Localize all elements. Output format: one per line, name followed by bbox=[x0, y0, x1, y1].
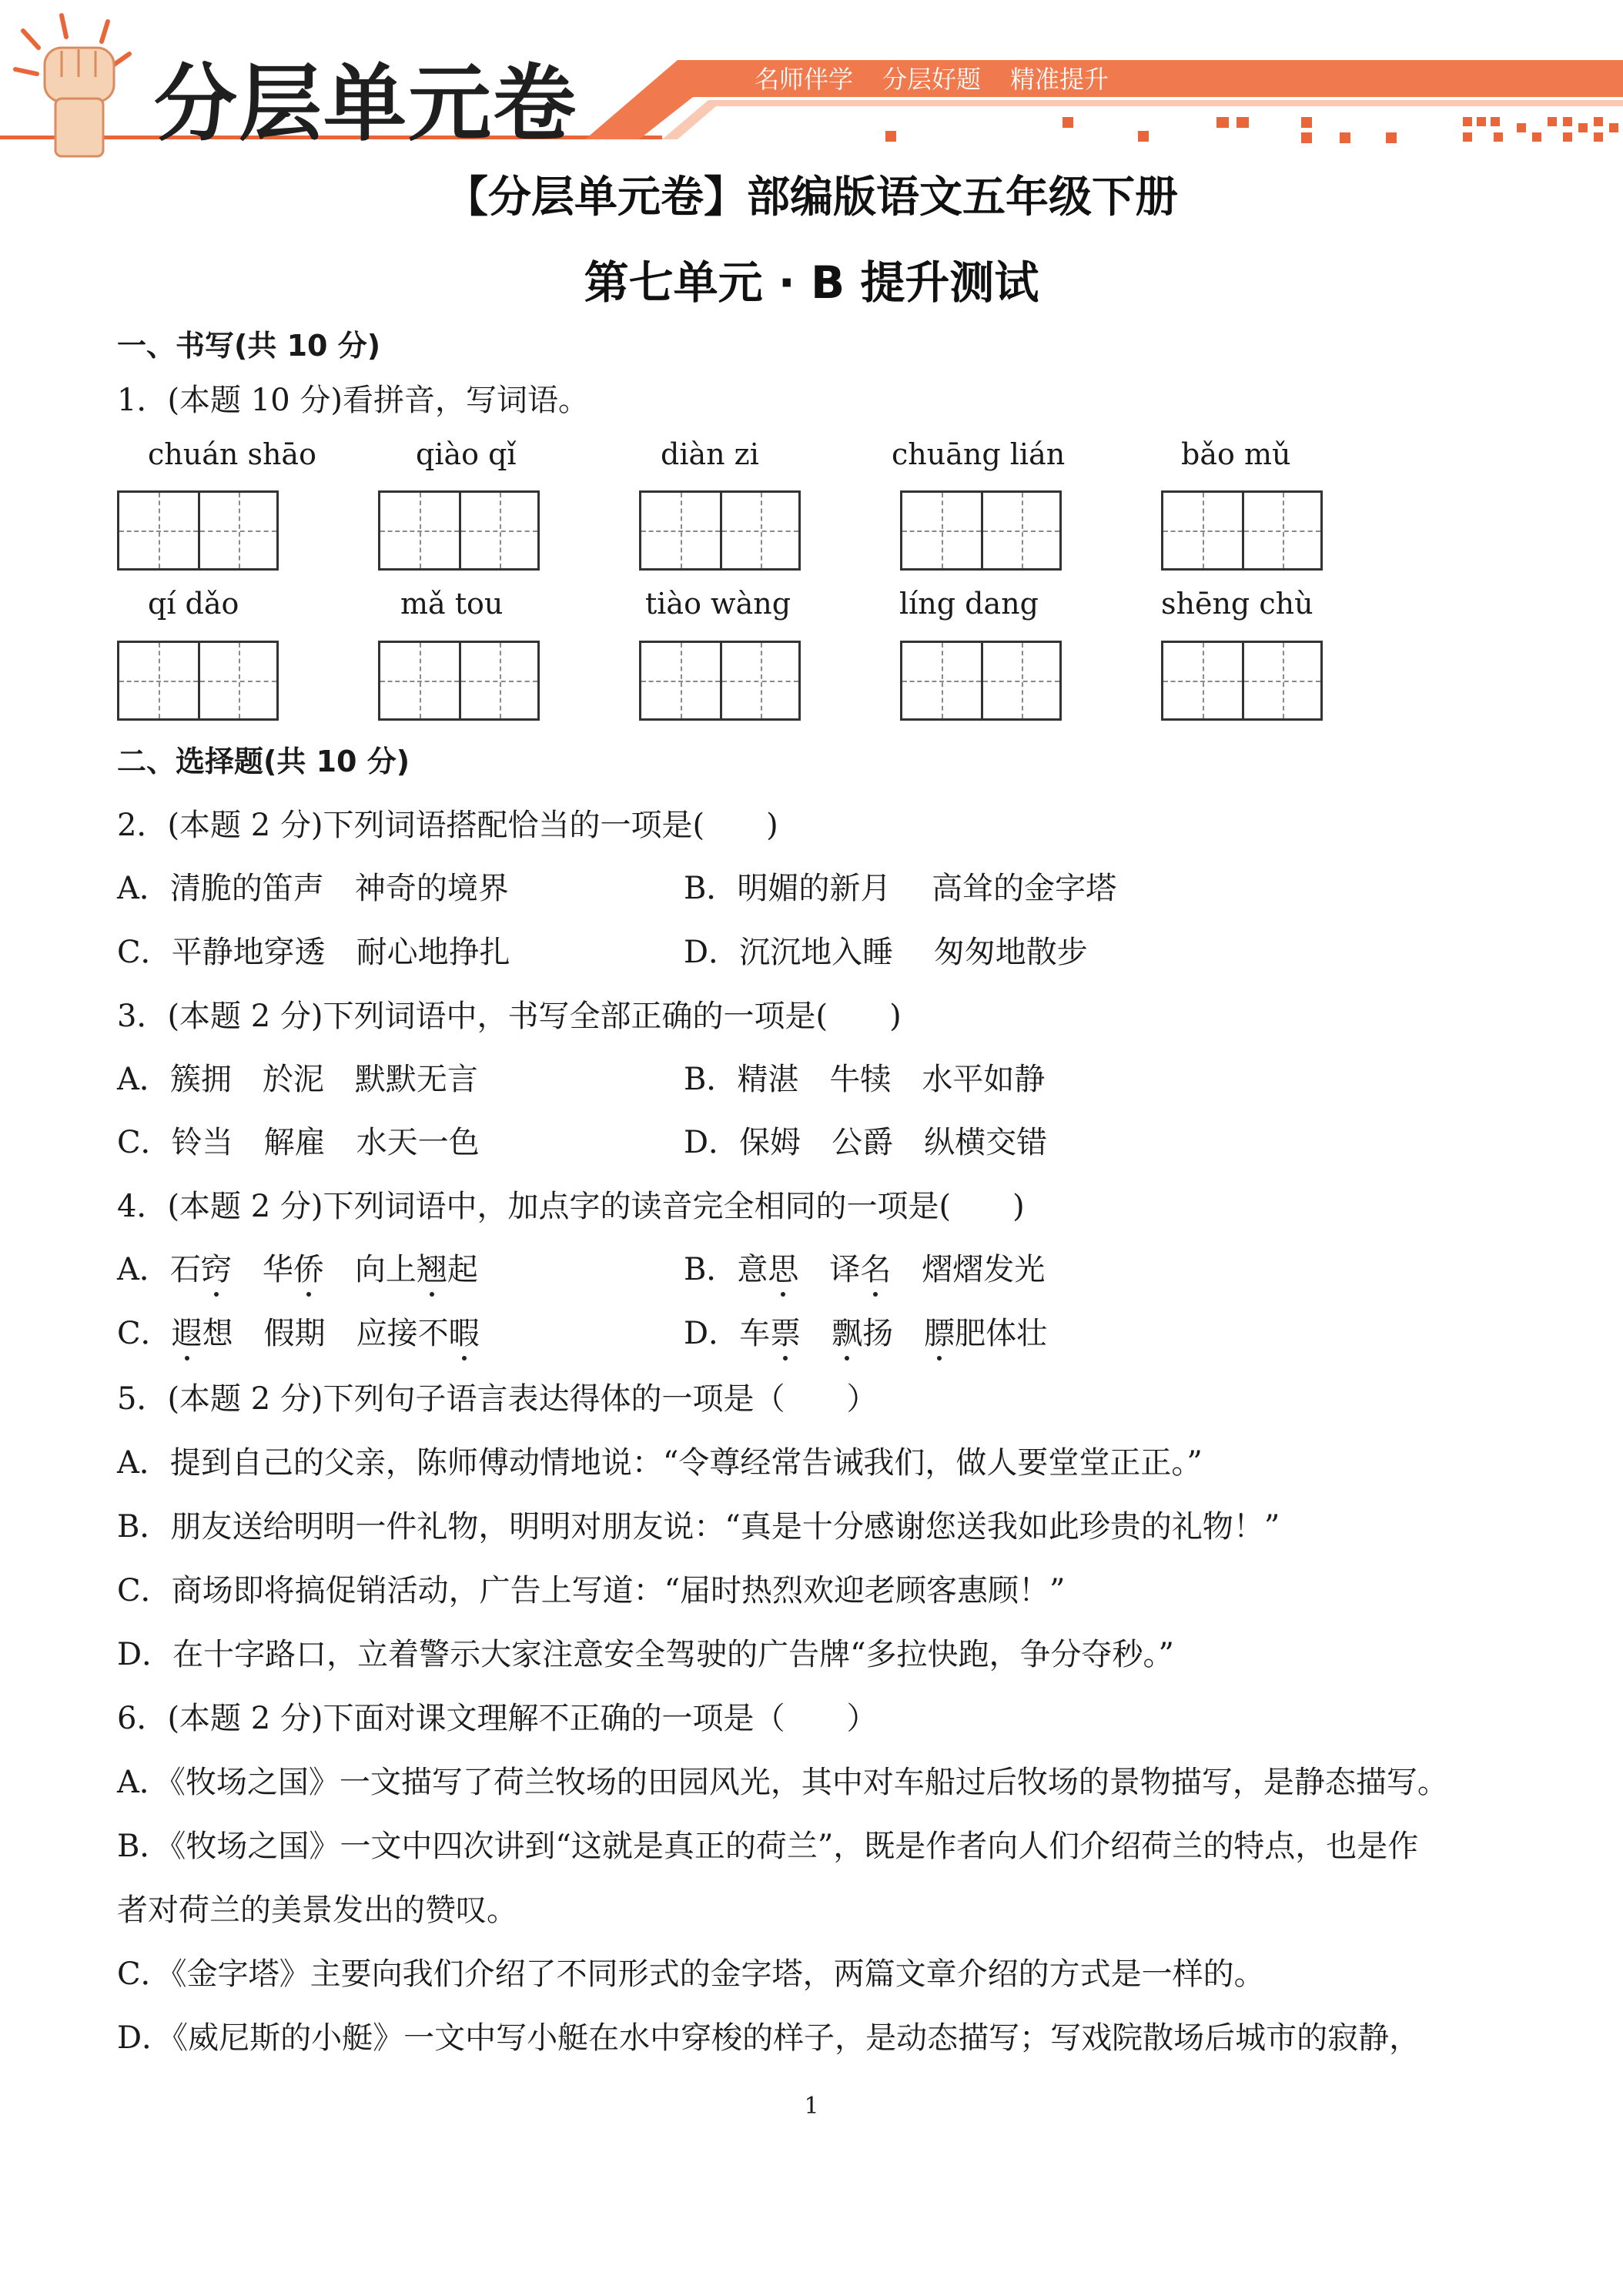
option-text bbox=[801, 1316, 832, 1351]
question-stem: 3．(本题 2 分)下列词语中，书写全部正确的一项是( ) bbox=[117, 999, 902, 1034]
writing-grid[interactable] bbox=[639, 490, 801, 571]
option-c[interactable]: C．商场即将搞促销活动，广告上写道：“届时热烈欢迎老顾客惠顾！” bbox=[117, 1573, 1066, 1608]
section-heading: 二、选择题(共 10 分) bbox=[117, 745, 410, 778]
question-stem: 4．(本题 2 分)下列词语中，加点字的读音完全相同的一项是( ) bbox=[117, 1189, 1025, 1224]
option-c[interactable]: C．铃当 解雇 水天一色 bbox=[117, 1125, 480, 1160]
option-a[interactable]: A．提到自己的父亲，陈师傅动情地说：“令尊经常告诫我们，做人要堂堂正正。” bbox=[117, 1445, 1203, 1481]
writing-grid[interactable] bbox=[900, 641, 1062, 721]
question-stem: 2．(本题 2 分)下列词语搭配恰当的一项是( ) bbox=[117, 808, 778, 843]
option-a[interactable]: A．《牧场之国》一文描写了荷兰牧场的田园风光，其中对车船过后牧场的景物描写，是静态描写。 bbox=[117, 1765, 1448, 1800]
fist-icon bbox=[15, 15, 129, 156]
document-subtitle: 第七单元 · B 提升测试 bbox=[584, 256, 1039, 309]
emphasis-char: 名 bbox=[860, 1245, 891, 1289]
option-d[interactable]: D．保姆 公爵 纵横交错 bbox=[684, 1125, 1048, 1160]
option-b[interactable]: B．《牧场之国》一文中四次讲到“这就是真正的荷兰”，既是作者向人们介绍荷兰的特点，也是作 bbox=[117, 1829, 1419, 1864]
page-number: 1 bbox=[804, 2093, 819, 2120]
writing-grid[interactable] bbox=[378, 490, 540, 571]
pinyin-label: tiào wàng bbox=[645, 587, 791, 621]
option-text: 向上 bbox=[323, 1252, 417, 1287]
option-b[interactable]: B．精湛 牛犊 水平如静 bbox=[684, 1062, 1046, 1097]
option-b[interactable]: B．朋友送给明明一件礼物，明明对朋友说：“真是十分感谢您送我如此珍贵的礼物！” bbox=[117, 1509, 1280, 1545]
option-text: D．车 bbox=[684, 1316, 771, 1351]
writing-grid[interactable] bbox=[1161, 490, 1323, 571]
option-b-continued[interactable]: 者对荷兰的美景发出的赞叹。 bbox=[117, 1893, 517, 1928]
option-text: B．意 bbox=[684, 1252, 768, 1287]
pinyin-label: chuán shāo bbox=[148, 437, 316, 471]
slogan-item: 名师伴学 bbox=[755, 65, 854, 94]
brand-title: 分层单元卷 bbox=[154, 56, 578, 152]
header-banner bbox=[0, 0, 1623, 166]
slogan-item: 精准提升 bbox=[1010, 65, 1109, 94]
pinyin-label: shēng chù bbox=[1161, 587, 1313, 621]
option-text: 华 bbox=[231, 1252, 293, 1287]
writing-grid[interactable] bbox=[639, 641, 801, 721]
option-text: 想 假期 应接不 bbox=[202, 1316, 449, 1351]
pinyin-label: líng dang bbox=[899, 587, 1039, 621]
writing-grid[interactable] bbox=[117, 641, 279, 721]
option-a[interactable]: A．簇拥 於泥 默默无言 bbox=[117, 1062, 478, 1097]
option-b[interactable] bbox=[684, 1245, 1045, 1289]
pinyin-label: qiào qǐ bbox=[416, 437, 517, 471]
emphasis-char: 膘 bbox=[924, 1309, 955, 1353]
option-d[interactable] bbox=[684, 1309, 1047, 1353]
emphasis-char: 票 bbox=[770, 1309, 801, 1353]
question-stem: 1．(本题 10 分)看拼音，写词语。 bbox=[117, 383, 589, 418]
option-c[interactable]: C．平静地穿透 耐心地挣扎 bbox=[117, 935, 510, 970]
writing-grid[interactable] bbox=[900, 490, 1062, 571]
slogan-bar bbox=[755, 60, 1155, 95]
document-title: 【分层单元卷】部编版语文五年级下册 bbox=[445, 172, 1178, 223]
question-stem: 6．(本题 2 分)下面对课文理解不正确的一项是（ ） bbox=[117, 1701, 878, 1736]
pinyin-label: bǎo mǔ bbox=[1181, 437, 1291, 471]
option-d[interactable]: D．在十字路口，立着警示大家注意安全驾驶的广告牌“多拉快跑，争分夺秒。” bbox=[117, 1637, 1174, 1672]
option-a[interactable] bbox=[117, 1245, 478, 1289]
emphasis-char: 思 bbox=[768, 1245, 798, 1289]
emphasis-char: 遐 bbox=[172, 1309, 202, 1353]
option-text: 译 bbox=[798, 1252, 861, 1287]
writing-grid[interactable] bbox=[117, 490, 279, 571]
option-text: A．石 bbox=[117, 1252, 201, 1287]
emphasis-char: 窍 bbox=[201, 1245, 232, 1289]
writing-grid[interactable] bbox=[1161, 641, 1323, 721]
emphasis-char: 翘 bbox=[417, 1245, 447, 1289]
section-heading: 一、书写(共 10 分) bbox=[117, 329, 381, 363]
option-d[interactable]: D．《威尼斯的小艇》一文中写小艇在水中穿梭的样子，是动态描写；写戏院散场后城市的寂静， bbox=[117, 2020, 1421, 2056]
slogan-item: 分层好题 bbox=[882, 65, 982, 94]
pinyin-label: qí dǎo bbox=[148, 587, 239, 621]
option-d[interactable]: D．沉沉地入睡 匆匆地散步 bbox=[684, 935, 1088, 970]
option-text: 熠熠发光 bbox=[891, 1252, 1046, 1287]
pinyin-label: chuāng lián bbox=[892, 437, 1066, 471]
emphasis-char: 飘 bbox=[832, 1309, 862, 1353]
pinyin-label: mǎ tou bbox=[400, 587, 504, 621]
emphasis-char: 暇 bbox=[449, 1309, 480, 1353]
option-b[interactable]: B．明媚的新月 高耸的金字塔 bbox=[684, 871, 1117, 906]
option-text: 肥体壮 bbox=[955, 1316, 1048, 1351]
emphasis-char: 侨 bbox=[293, 1245, 324, 1289]
option-c[interactable]: C．《金字塔》主要向我们介绍了不同形式的金字塔，两篇文章介绍的方式是一样的。 bbox=[117, 1956, 1265, 1992]
option-a[interactable]: A．清脆的笛声 神奇的境界 bbox=[117, 871, 509, 906]
writing-grid[interactable] bbox=[378, 641, 540, 721]
option-c[interactable] bbox=[117, 1309, 480, 1353]
question-stem: 5．(本题 2 分)下列句子语言表达得体的一项是（ ） bbox=[117, 1381, 878, 1417]
option-text: C． bbox=[117, 1316, 172, 1351]
pinyin-label: diàn zi bbox=[661, 437, 759, 471]
option-text: 扬 bbox=[862, 1316, 925, 1351]
option-text: 起 bbox=[447, 1252, 478, 1287]
